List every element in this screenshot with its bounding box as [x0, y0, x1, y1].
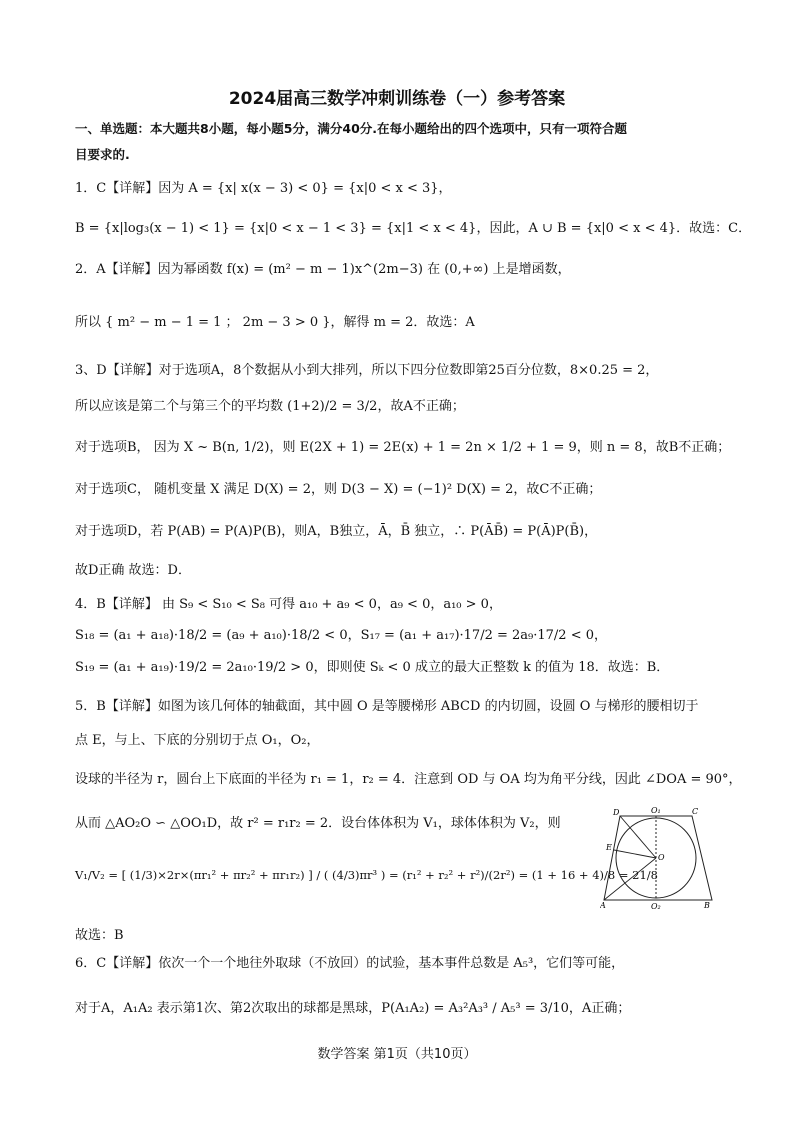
q3-line-3: 对于选项B， 因为 X ~ B(n, 1/2)，则 E(2X + 1) = 2E(x) + 1 = 2n × 1/2 + 1 = 9，则 n = 8，故B不正确；: [75, 440, 731, 455]
q3-line-1: 3、D【详解】对于选项A，8个数据从小到大排列，所以下四分位数即第25百分位数，8×0.25 = 2，: [75, 363, 659, 378]
label-B: B: [704, 901, 710, 910]
q6-line-1: 6．C【详解】依次一个一个地往外取球（不放回）的试验，基本事件总数是 A₅³，它们等可能，: [75, 956, 625, 971]
page-title: 2024届高三数学冲刺训练卷（一）参考答案: [228, 89, 566, 109]
section-heading-line-1: 一、单选题：本大题共8小题，每小题5分，满分40分.在每小题给出的四个选项中，只有一项符合题: [75, 121, 628, 136]
q5-line-3: 设球的半径为 r，圆台上下底面的半径为 r₁ = 1，r₂ = 4．注意到 OD 与 OA 均为角平分线，因此 ∠DOA = 90°，: [75, 772, 742, 787]
trapezoid-incircle-figure: [600, 806, 716, 910]
q5-line-1: 5．B【详解】如图为该几何体的轴截面，其中圆 O 是等腰梯形 ABCD 的内切圆，设圆 O 与梯形的腰相切于: [75, 699, 699, 714]
label-O: O: [658, 853, 665, 862]
q3-line-2: 所以应该是第二个与第三个的平均数 (1+2)/2 = 3/2，故A不正确；: [75, 399, 465, 414]
q4-line-3: S₁₉ = (a₁ + a₁₉)·19/2 = 2a₁₀·19/2 > 0，即则使 Sₖ < 0 成立的最大正整数 k 的值为 18．故选：B．: [75, 660, 670, 675]
section-heading-line-2: 目要求的.: [75, 147, 130, 162]
label-A: A: [600, 901, 606, 910]
q3-line-5: 对于选项D，若 P(AB) = P(A)P(B)，则A，B独立，Ā，B̄ 独立，∴ P(ĀB̄) = P(Ā)P(B̄)，: [75, 524, 598, 539]
q6-line-2: 对于A，A₁A₂ 表示第1次、第2次取出的球都是黑球，P(A₁A₂) = A₃²A₃³ / A₅³ = 3/10，A正确；: [75, 1001, 631, 1016]
q4-line-2: S₁₈ = (a₁ + a₁₈)·18/2 = (a₉ + a₁₀)·18/2 < 0，S₁₇ = (a₁ + a₁₇)·17/2 = 2a₉·17/2 < 0，: [75, 628, 607, 643]
q5-formula: V₁/V₂ = [ (1/3)×2r×(πr₁² + πr₂² + πr₁r₂) ] / ( (4/3)πr³ ) = (r₁² + r₂² + r²)/(2r²) = (1 + 16 + 4)/8 = 21/8: [75, 868, 658, 882]
q5-answer: 故选：B: [75, 928, 124, 943]
q1-line-1: 1．C【详解】因为 A = {x| x(x − 3) < 0} = {x|0 < x < 3}，: [75, 181, 452, 196]
page-footer: 数学答案 第1页（共10页）: [317, 1047, 477, 1062]
q3-line-6: 故D正确 故选：D．: [75, 563, 191, 578]
q5-line-2: 点 E，与上、下底的分别切于点 O₁，O₂，: [75, 733, 320, 748]
label-O2: O₂: [651, 902, 661, 910]
q5-line-4: 从而 △AO₂O ∽ △OO₁D，故 r² = r₁r₂ = 2．设台体体积为 V₁，球体体积为 V₂，则: [75, 816, 561, 831]
q2-line-1: 2．A【详解】因为幂函数 f(x) = (m² − m − 1)x^(2m−3) 在 (0,+∞) 上是增函数，: [75, 262, 571, 277]
q4-line-1: 4．B【详解】 由 S₉ < S₁₀ < S₈ 可得 a₁₀ + a₉ < 0，a₉ < 0，a₁₀ > 0，: [75, 597, 502, 612]
label-E: E: [606, 843, 612, 852]
label-D: D: [613, 808, 620, 817]
q1-line-2: B = {x|log₃(x − 1) < 1} = {x|0 < x − 1 < 3} = {x|1 < x < 4}，因此，A ∪ B = {x|0 < x < 4}．故选：C．: [75, 221, 752, 236]
q3-line-4: 对于选项C， 随机变量 X 满足 D(X) = 2，则 D(3 − X) = (−1)² D(X) = 2，故C不正确；: [75, 482, 602, 497]
label-O1: O₁: [651, 806, 661, 815]
label-C: C: [692, 807, 699, 816]
q2-line-2: 所以 { m² − m − 1 = 1 ； 2m − 3 > 0 }，解得 m = 2．故选：A: [75, 315, 475, 330]
